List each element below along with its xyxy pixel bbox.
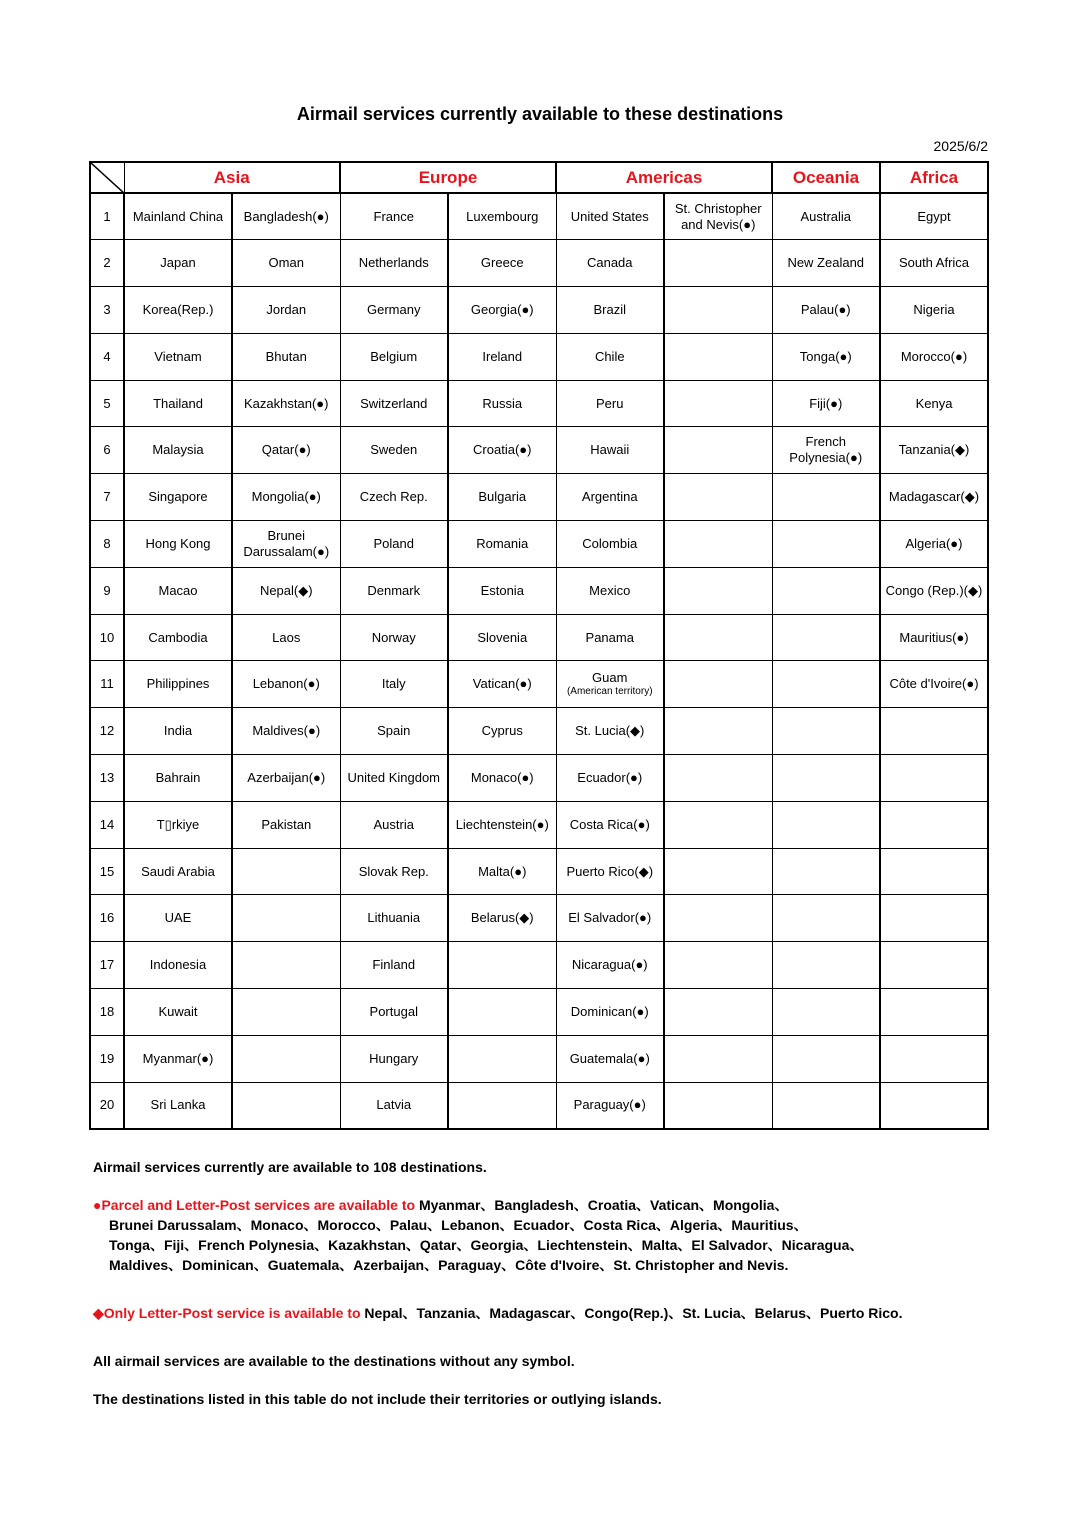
destination-cell: Kazakhstan(●) (232, 380, 340, 427)
destination-cell (664, 521, 772, 568)
destination-cell: Azerbaijan(●) (232, 755, 340, 802)
row-number: 16 (90, 895, 124, 942)
row-number: 4 (90, 333, 124, 380)
destination-cell (880, 989, 988, 1036)
destination-cell (232, 989, 340, 1036)
row-number: 18 (90, 989, 124, 1036)
destination-cell: Luxembourg (448, 193, 556, 240)
destination-cell: Costa Rica(●) (556, 801, 664, 848)
destination-cell: Laos (232, 614, 340, 661)
destination-cell (772, 521, 880, 568)
destination-cell: T▯rkiye (124, 801, 232, 848)
destination-cell (772, 755, 880, 802)
row-number: 6 (90, 427, 124, 474)
row-number: 19 (90, 1035, 124, 1082)
destination-cell: Fiji(●) (772, 380, 880, 427)
destination-cell: Brunei Darussalam(●) (232, 521, 340, 568)
letter-label: ◆Only Letter-Post service is available to (93, 1305, 361, 1321)
destination-cell (232, 1082, 340, 1129)
destination-cell: French Polynesia(●) (772, 427, 880, 474)
region-header-asia: Asia (124, 162, 340, 193)
destination-cell (664, 848, 772, 895)
destination-cell: Indonesia (124, 942, 232, 989)
destination-cell: Myanmar(●) (124, 1035, 232, 1082)
destination-cell (232, 848, 340, 895)
destination-cell: Nepal(◆) (232, 567, 340, 614)
destination-cell: Cyprus (448, 708, 556, 755)
destination-cell (232, 942, 340, 989)
destination-cell: Monaco(●) (448, 755, 556, 802)
row-number: 3 (90, 287, 124, 334)
destination-cell: Finland (340, 942, 448, 989)
page-title: Airmail services currently available to these destinations (296, 104, 784, 124)
table-row (90, 895, 988, 942)
table-row (90, 380, 988, 427)
destination-cell: Argentina (556, 474, 664, 521)
destination-cell: Morocco(●) (880, 333, 988, 380)
destination-cell (664, 989, 772, 1036)
destination-cell (556, 661, 664, 708)
destination-cell: Palau(●) (772, 287, 880, 334)
destination-cell (664, 708, 772, 755)
destination-cell: Vatican(●) (448, 661, 556, 708)
destination-cell: Austria (340, 801, 448, 848)
destination-cell: Hungary (340, 1035, 448, 1082)
destination-cell: Pakistan (232, 801, 340, 848)
destination-cell: Mauritius(●) (880, 614, 988, 661)
destination-cell: Macao (124, 567, 232, 614)
destination-cell: Qatar(●) (232, 427, 340, 474)
row-number: 9 (90, 567, 124, 614)
row-number: 17 (90, 942, 124, 989)
header-row (90, 162, 988, 193)
parcel-list-line2: Brunei Darussalam、Monaco、Morocco、Palau、Lebanon、Ecuador、Costa Rica、Algeria、Mauritius、 (109, 1217, 808, 1233)
destination-cell: Sri Lanka (124, 1082, 232, 1129)
territories-note: The destinations listed in this table do not include their territories or outlying islands. (93, 1391, 662, 1407)
destination-cell: Romania (448, 521, 556, 568)
table-row (90, 474, 988, 521)
destination-cell: Slovak Rep. (340, 848, 448, 895)
destination-cell: Croatia(●) (448, 427, 556, 474)
destination-cell (880, 1082, 988, 1129)
destination-cell: Algeria(●) (880, 521, 988, 568)
destination-cell: United Kingdom (340, 755, 448, 802)
destination-name: Guam (592, 670, 628, 686)
destination-cell: Saudi Arabia (124, 848, 232, 895)
table-row (90, 942, 988, 989)
table-row (90, 989, 988, 1036)
destination-cell: Ireland (448, 333, 556, 380)
destination-cell: Slovenia (448, 614, 556, 661)
diagonal-line-icon (91, 163, 124, 193)
destination-cell: Oman (232, 240, 340, 287)
parcel-list-line3: Tonga、Fiji、French Polynesia、Kazakhstan、Qatar、Georgia、Liechtenstein、Malta、El Salvador、Nicaragua、 (109, 1237, 864, 1253)
destination-cell: Switzerland (340, 380, 448, 427)
destination-cell (772, 708, 880, 755)
destination-cell: Congo (Rep.)(◆) (880, 567, 988, 614)
destination-cell (772, 614, 880, 661)
destination-cell: Bangladesh(●) (232, 193, 340, 240)
destination-cell (448, 989, 556, 1036)
territory-note: (American territory) (566, 686, 653, 698)
table-row (90, 287, 988, 334)
table-row (90, 755, 988, 802)
table-row (90, 427, 988, 474)
table-row (90, 708, 988, 755)
table-row (90, 333, 988, 380)
destination-cell: Bulgaria (448, 474, 556, 521)
destination-cell (664, 1082, 772, 1129)
destination-cell: Italy (340, 661, 448, 708)
destination-cell: Mongolia(●) (232, 474, 340, 521)
destination-cell (232, 895, 340, 942)
region-header-europe: Europe (340, 162, 556, 193)
destination-cell: Chile (556, 333, 664, 380)
destination-cell: Canada (556, 240, 664, 287)
destination-cell: Russia (448, 380, 556, 427)
destination-cell (772, 1035, 880, 1082)
no-symbol-note: All airmail services are available to the destinations without any symbol. (93, 1353, 575, 1369)
destination-cell (880, 848, 988, 895)
row-number: 2 (90, 240, 124, 287)
destination-cell: Singapore (124, 474, 232, 521)
destination-cell (664, 427, 772, 474)
row-number: 12 (90, 708, 124, 755)
row-number: 20 (90, 1082, 124, 1129)
destination-cell (664, 801, 772, 848)
region-header-oceania: Oceania (772, 162, 880, 193)
destination-cell: Lebanon(●) (232, 661, 340, 708)
destination-cell: Czech Rep. (340, 474, 448, 521)
destination-cell (664, 755, 772, 802)
destination-cell: El Salvador(●) (556, 895, 664, 942)
destination-cell (448, 1035, 556, 1082)
destination-cell: St. Lucia(◆) (556, 708, 664, 755)
destination-cell (664, 287, 772, 334)
destination-cell: Jordan (232, 287, 340, 334)
destination-cell: Egypt (880, 193, 988, 240)
destination-cell: Guatemala(●) (556, 1035, 664, 1082)
destination-cell (772, 567, 880, 614)
destination-cell: Puerto Rico(◆) (556, 848, 664, 895)
total-note: Airmail services currently are available to 108 destinations. (93, 1159, 487, 1175)
destination-cell: Maldives(●) (232, 708, 340, 755)
destination-cell: Hong Kong (124, 521, 232, 568)
destination-cell: Latvia (340, 1082, 448, 1129)
table-row (90, 240, 988, 287)
destination-cell: Liechtenstein(●) (448, 801, 556, 848)
table-row (90, 614, 988, 661)
destination-cell: Bahrain (124, 755, 232, 802)
destination-cell: Japan (124, 240, 232, 287)
destination-cell (664, 895, 772, 942)
destination-cell: Netherlands (340, 240, 448, 287)
table-row (90, 801, 988, 848)
destination-cell: Nigeria (880, 287, 988, 334)
destination-cell (664, 474, 772, 521)
parcel-note (93, 1195, 1013, 1215)
destination-cell (664, 333, 772, 380)
destination-cell (664, 567, 772, 614)
destination-cell (772, 801, 880, 848)
table-row (90, 848, 988, 895)
destination-cell: New Zealand (772, 240, 880, 287)
destination-cell: Kenya (880, 380, 988, 427)
destination-cell (664, 661, 772, 708)
corner-cell (90, 162, 124, 193)
destination-cell (664, 240, 772, 287)
destination-cell: France (340, 193, 448, 240)
destinations-table (89, 161, 989, 1130)
destination-cell: Madagascar(◆) (880, 474, 988, 521)
destination-cell: Norway (340, 614, 448, 661)
destination-cell (772, 661, 880, 708)
destination-cell: Ecuador(●) (556, 755, 664, 802)
destination-cell: Malta(●) (448, 848, 556, 895)
destination-cell: St. Christopher and Nevis(●) (664, 193, 772, 240)
table-row (90, 521, 988, 568)
destination-cell: Germany (340, 287, 448, 334)
destination-cell: Georgia(●) (448, 287, 556, 334)
destination-cell: Portugal (340, 989, 448, 1036)
destination-cell: Lithuania (340, 895, 448, 942)
date-label: 2025/6/2 (933, 138, 988, 154)
region-header-africa: Africa (880, 162, 988, 193)
table-row (90, 1035, 988, 1082)
destination-cell: Kuwait (124, 989, 232, 1036)
table-body (90, 193, 988, 1129)
destination-cell: Panama (556, 614, 664, 661)
row-number: 14 (90, 801, 124, 848)
destination-cell: Belarus(◆) (448, 895, 556, 942)
row-number: 11 (90, 661, 124, 708)
row-number: 5 (90, 380, 124, 427)
letter-list: Nepal、Tanzania、Madagascar、Congo(Rep.)、St. Lucia、Belarus、Puerto Rico. (360, 1305, 903, 1321)
parcel-label: ●Parcel and Letter-Post services are available to (93, 1197, 416, 1213)
destination-cell: Philippines (124, 661, 232, 708)
parcel-list-line4: Maldives、Dominican、Guatemala、Azerbaijan、Paraguay、Côte d'Ivoire、St. Christopher and Nevis. (109, 1257, 789, 1273)
destination-cell (880, 942, 988, 989)
destination-cell (232, 1035, 340, 1082)
table-row (90, 567, 988, 614)
destination-cell (772, 474, 880, 521)
destination-cell: Australia (772, 193, 880, 240)
destination-cell (664, 1035, 772, 1082)
row-number: 1 (90, 193, 124, 240)
destination-cell (772, 942, 880, 989)
destination-cell: South Africa (880, 240, 988, 287)
destination-cell: Dominican(●) (556, 989, 664, 1036)
destination-cell (772, 848, 880, 895)
destination-cell: Mainland China (124, 193, 232, 240)
destination-cell (880, 895, 988, 942)
destination-cell: Estonia (448, 567, 556, 614)
destination-cell: Bhutan (232, 333, 340, 380)
destination-cell: Vietnam (124, 333, 232, 380)
destination-cell (664, 614, 772, 661)
destination-cell: Hawaii (556, 427, 664, 474)
destination-cell: Malaysia (124, 427, 232, 474)
destination-cell (772, 1082, 880, 1129)
table-row (90, 661, 988, 708)
destination-cell: Greece (448, 240, 556, 287)
destination-cell (448, 1082, 556, 1129)
destination-cell (880, 1035, 988, 1082)
table-row (90, 1082, 988, 1129)
row-number: 13 (90, 755, 124, 802)
destination-cell: United States (556, 193, 664, 240)
letter-note (93, 1303, 1013, 1323)
destination-cell: Sweden (340, 427, 448, 474)
destination-cell (448, 942, 556, 989)
destination-cell: Belgium (340, 333, 448, 380)
destination-cell (664, 942, 772, 989)
destination-cell: India (124, 708, 232, 755)
destination-cell: Tonga(●) (772, 333, 880, 380)
destination-cell: Denmark (340, 567, 448, 614)
destination-cell: Poland (340, 521, 448, 568)
destination-cell (772, 989, 880, 1036)
destination-cell: Colombia (556, 521, 664, 568)
destination-cell: Thailand (124, 380, 232, 427)
row-number: 8 (90, 521, 124, 568)
row-number: 10 (90, 614, 124, 661)
parcel-list-line1: Myanmar、Bangladesh、Croatia、Vatican、Mongolia、 (415, 1197, 789, 1213)
destination-cell: UAE (124, 895, 232, 942)
destination-cell: Spain (340, 708, 448, 755)
region-header-americas: Americas (556, 162, 772, 193)
row-number: 15 (90, 848, 124, 895)
destination-cell: Paraguay(●) (556, 1082, 664, 1129)
destination-cell (880, 708, 988, 755)
destination-cell: Côte d'Ivoire(●) (880, 661, 988, 708)
destination-cell (880, 755, 988, 802)
destination-cell: Nicaragua(●) (556, 942, 664, 989)
destination-cell (880, 801, 988, 848)
destination-cell (772, 895, 880, 942)
row-number: 7 (90, 474, 124, 521)
destination-cell: Korea(Rep.) (124, 287, 232, 334)
destination-cell: Brazil (556, 287, 664, 334)
notes-section (93, 1157, 1013, 1409)
destination-cell: Mexico (556, 567, 664, 614)
destination-cell: Peru (556, 380, 664, 427)
table-row (90, 193, 988, 240)
destination-cell (664, 380, 772, 427)
destination-cell: Cambodia (124, 614, 232, 661)
destination-cell: Tanzania(◆) (880, 427, 988, 474)
